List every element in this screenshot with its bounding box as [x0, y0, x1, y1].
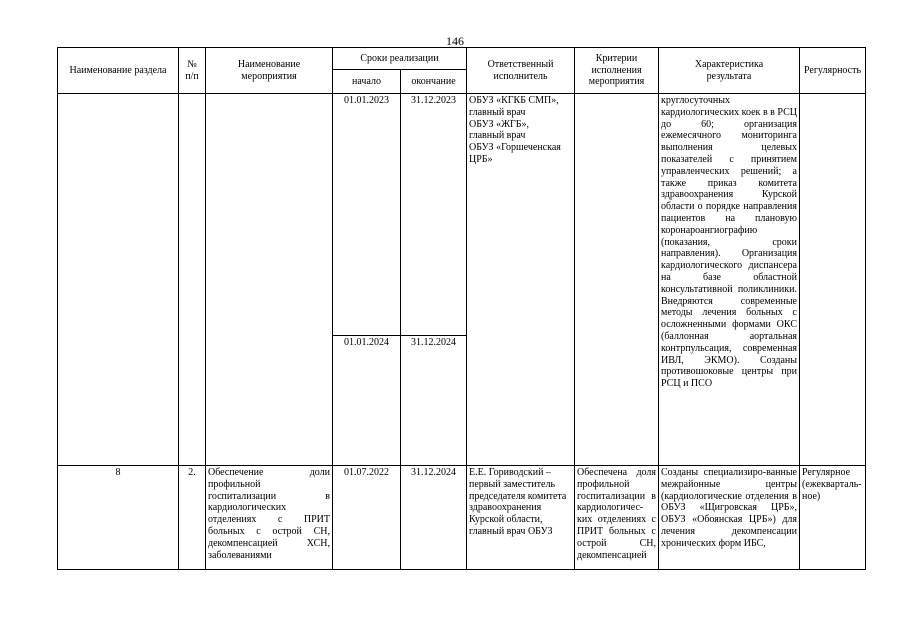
table-cell-criteria [575, 94, 659, 466]
table-cell-start: 01.01.2024 [333, 336, 401, 466]
col-header-terms: Сроки реализации [333, 48, 467, 70]
table-cell-criteria: Обеспечена доля профильной госпитализации в кардиологичес-ких отделениях с ПРИТ больных с острой СН, декомпенсацией [575, 466, 659, 570]
table-cell-section [58, 94, 179, 466]
table-cell-regularity [800, 94, 866, 466]
table-cell-number [179, 94, 206, 466]
table-cell-section: 8 [58, 466, 179, 570]
table-cell-result: Созданы специализиро-ванные межрайонные центры (кардиологические отделения в ОБУЗ «Щигровская ЦРБ», ОБУЗ «Обоянская ЦРБ») для лечения декомпенсации хронических форм ИБС, [659, 466, 800, 570]
table-cell-start: 01.01.2023 [333, 94, 401, 336]
col-header-result: Характеристика результата [659, 48, 800, 94]
col-header-regularity: Регулярность [800, 48, 866, 94]
table-cell-event [206, 94, 333, 466]
col-header-responsible: Ответственный исполнитель [467, 48, 575, 94]
col-header-number: № п/п [179, 48, 206, 94]
table-cell-event: Обеспечение доли профильной госпитализации в кардиологических отделениях с ПРИТ больных с острой СН, декомпенсацией ХСН, заболеваниями [206, 466, 333, 570]
page-number: 146 [446, 34, 464, 48]
table-cell-start: 01.07.2022 [333, 466, 401, 570]
col-header-section: Наименование раздела [58, 48, 179, 94]
table-cell-end: 31.12.2024 [401, 466, 467, 570]
table-cell-number: 2. [179, 466, 206, 570]
col-header-event: Наименование мероприятия [206, 48, 333, 94]
table-cell-result: круглосуточных кардиологических коек в в РСЦ до 60; организация ежемесячного мониторинга выполнения целевых показателей с принятием управленческих решений; а также приказ комитета здравоохранения Курской области о порядке направления пациентов на плановую коронароангиографию (показания, сроки направления). Организация кардиологического диспансера на базе областной консультативной поликлиники. Внедряются современные методы лечения больных с осложненными формами ОКС (баллонная аортальная контрпульсация, современная ИВЛ, ЭКМО). Созданы противошоковые центры при РСЦ и ПСО [659, 94, 800, 466]
col-header-start: начало [333, 70, 401, 94]
table-cell-end: 31.12.2024 [401, 336, 467, 466]
plan-table [57, 47, 866, 570]
table-cell-responsible: Е.Е. Гориводский – первый заместитель председателя комитета здравоохранения Курской области, главный врач ОБУЗ [467, 466, 575, 570]
table-cell-responsible: ОБУЗ «КГКБ СМП», главный врач ОБУЗ «ЖГБ», главный врач ОБУЗ «Горшеченская ЦРБ» [467, 94, 575, 466]
col-header-end: окончание [401, 70, 467, 94]
table-cell-regularity: Регулярное (ежекварталь-ное) [800, 466, 866, 570]
table-cell-end: 31.12.2023 [401, 94, 467, 336]
col-header-criteria: Критерии исполнения мероприятия [575, 48, 659, 94]
